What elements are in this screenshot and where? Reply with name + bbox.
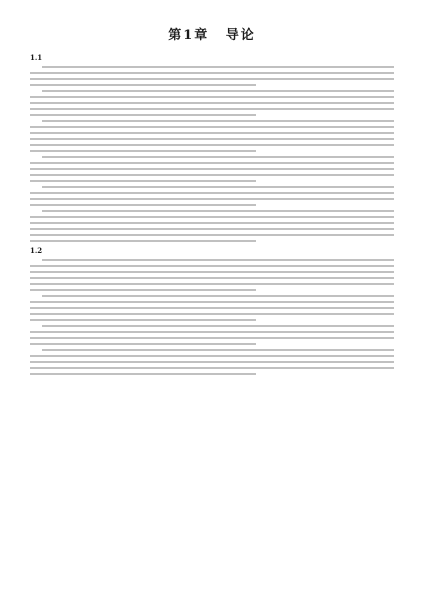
- body-paragraph: [30, 156, 394, 182]
- text-line: [42, 186, 394, 188]
- section-paragraphs: [30, 66, 394, 242]
- text-line: [30, 84, 256, 86]
- text-line: [30, 168, 394, 170]
- body-paragraph: [30, 90, 394, 116]
- text-line: [30, 222, 394, 224]
- text-line: [30, 313, 394, 315]
- text-line: [30, 307, 394, 309]
- section-1-1: [30, 53, 394, 242]
- text-line: [42, 259, 394, 261]
- text-line: [30, 114, 256, 116]
- text-line: [30, 138, 394, 140]
- text-line: [42, 325, 394, 327]
- text-line: [30, 126, 394, 128]
- text-line: [42, 156, 394, 158]
- text-line: [42, 90, 394, 92]
- text-line: [30, 198, 394, 200]
- text-line: [30, 283, 394, 285]
- text-line: [30, 228, 394, 230]
- text-line: [30, 373, 256, 375]
- text-line: [30, 361, 394, 363]
- text-line: [30, 102, 394, 104]
- text-line: [42, 210, 394, 212]
- body-paragraph: [30, 120, 394, 152]
- text-line: [30, 216, 394, 218]
- body-paragraph: [30, 210, 394, 242]
- text-line: [30, 331, 394, 333]
- text-line: [42, 295, 394, 297]
- text-line: [30, 96, 394, 98]
- text-line: [30, 277, 394, 279]
- text-line: [30, 289, 256, 291]
- text-line: [30, 234, 394, 236]
- text-line: [30, 144, 394, 146]
- body-paragraph: [30, 349, 394, 375]
- text-line: [30, 108, 394, 110]
- text-line: [30, 301, 394, 303]
- text-line: [30, 192, 394, 194]
- text-line: [30, 265, 394, 267]
- text-line: [42, 349, 394, 351]
- text-line: [30, 78, 394, 80]
- section-paragraphs: [30, 259, 394, 375]
- text-line: [30, 337, 394, 339]
- section-heading: 1.2: [30, 246, 43, 255]
- body-paragraph: [30, 186, 394, 206]
- chapter-title: 第1章 导论: [168, 28, 256, 43]
- text-line: [30, 180, 256, 182]
- text-line: [30, 132, 394, 134]
- text-line: [30, 355, 394, 357]
- body-paragraph: [30, 295, 394, 321]
- text-line: [30, 72, 394, 74]
- text-line: [30, 240, 256, 242]
- text-line: [30, 204, 256, 206]
- section-heading: 1.1: [30, 53, 43, 62]
- text-line: [42, 66, 394, 68]
- text-line: [30, 150, 256, 152]
- body-paragraph: [30, 325, 394, 345]
- body-paragraph: [30, 66, 394, 86]
- section-1-2: [30, 246, 394, 375]
- text-line: [30, 319, 256, 321]
- text-line: [30, 162, 394, 164]
- text-line: [30, 367, 394, 369]
- text-line: [30, 271, 394, 273]
- text-line: [30, 343, 256, 345]
- text-line: [42, 120, 394, 122]
- text-line: [30, 174, 394, 176]
- body-paragraph: [30, 259, 394, 291]
